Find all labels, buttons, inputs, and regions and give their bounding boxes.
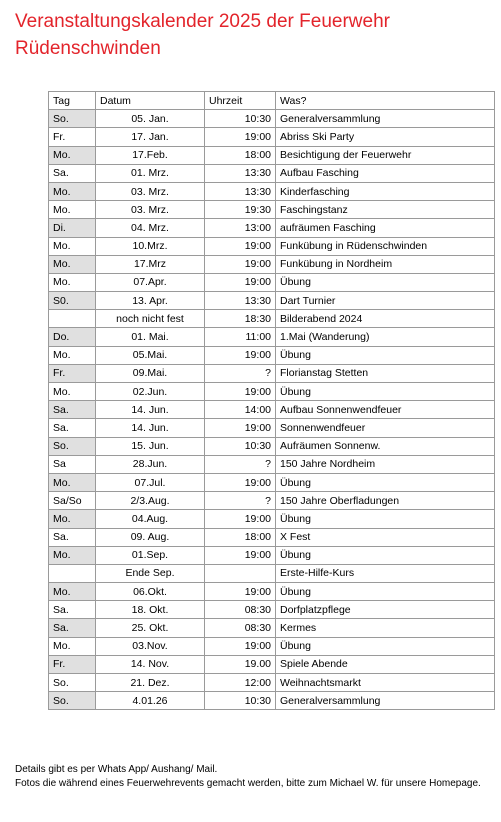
cell-datum: 03.Nov.	[96, 637, 205, 655]
column-header-datum: Datum	[96, 92, 205, 110]
cell-uhrzeit: 19:00	[205, 346, 276, 364]
table-row	[49, 128, 495, 146]
cell-uhrzeit: 12:00	[205, 674, 276, 692]
cell-datum: 05.Mai.	[96, 346, 205, 364]
cell-tag: Fr.	[49, 655, 96, 673]
table-row	[49, 110, 495, 128]
cell-was: Übung	[276, 273, 495, 291]
cell-tag: So.	[49, 674, 96, 692]
cell-tag: So.	[49, 437, 96, 455]
cell-uhrzeit: 19.00	[205, 655, 276, 673]
cell-was: Florianstag Stetten	[276, 364, 495, 382]
table-row	[49, 310, 495, 328]
cell-tag: So.	[49, 110, 96, 128]
cell-was: Aufbau Fasching	[276, 164, 495, 182]
cell-tag: Sa/So	[49, 492, 96, 510]
table-row	[49, 164, 495, 182]
cell-tag: Mo.	[49, 273, 96, 291]
cell-uhrzeit: 19:00	[205, 419, 276, 437]
cell-tag: Mo.	[49, 383, 96, 401]
cell-datum: 15. Jun.	[96, 437, 205, 455]
cell-tag: Sa.	[49, 601, 96, 619]
table-row	[49, 692, 495, 710]
table-row	[49, 546, 495, 564]
table-row	[49, 492, 495, 510]
table-row	[49, 601, 495, 619]
cell-was: Weihnachtsmarkt	[276, 674, 495, 692]
table-row	[49, 292, 495, 310]
footer-line-details: Details gibt es per Whats App/ Aushang/ Mail.	[15, 764, 218, 775]
cell-datum: 14. Jun.	[96, 401, 205, 419]
cell-tag: Mo.	[49, 201, 96, 219]
cell-datum: 10.Mrz.	[96, 237, 205, 255]
cell-was: Übung	[276, 346, 495, 364]
table-row	[49, 674, 495, 692]
cell-datum: 2/3.Aug.	[96, 492, 205, 510]
cell-uhrzeit: 08:30	[205, 619, 276, 637]
cell-uhrzeit: 08:30	[205, 601, 276, 619]
cell-tag: Fr.	[49, 128, 96, 146]
cell-was: Abriss Ski Party	[276, 128, 495, 146]
table-row	[49, 219, 495, 237]
cell-was: Faschingstanz	[276, 201, 495, 219]
table-row	[49, 201, 495, 219]
table-row	[49, 655, 495, 673]
cell-datum: 04.Aug.	[96, 510, 205, 528]
cell-uhrzeit: 19:00	[205, 510, 276, 528]
table-row	[49, 146, 495, 164]
cell-was: Dart Turnier	[276, 292, 495, 310]
cell-uhrzeit: 10:30	[205, 110, 276, 128]
cell-datum: 17.Mrz	[96, 255, 205, 273]
cell-was: Bilderabend 2024	[276, 310, 495, 328]
cell-uhrzeit: 10:30	[205, 437, 276, 455]
cell-uhrzeit: 19:00	[205, 273, 276, 291]
cell-uhrzeit: 18:00	[205, 146, 276, 164]
cell-was: Übung	[276, 546, 495, 564]
table-row	[49, 583, 495, 601]
event-rows	[49, 110, 495, 710]
cell-was: Kermes	[276, 619, 495, 637]
cell-datum: 01.Sep.	[96, 546, 205, 564]
cell-datum: 28.Jun.	[96, 455, 205, 473]
table-row	[49, 401, 495, 419]
cell-uhrzeit: 13:30	[205, 182, 276, 200]
cell-datum: 09. Aug.	[96, 528, 205, 546]
cell-datum: 14. Nov.	[96, 655, 205, 673]
cell-uhrzeit: 14:00	[205, 401, 276, 419]
page-title: Veranstaltungskalender 2025 der Feuerwehr Rüdenschwinden	[15, 11, 390, 59]
cell-was: Übung	[276, 473, 495, 491]
cell-datum: 05. Jan.	[96, 110, 205, 128]
cell-tag: Mo.	[49, 583, 96, 601]
cell-uhrzeit: 19:00	[205, 583, 276, 601]
cell-was: Erste-Hilfe-Kurs	[276, 564, 495, 582]
cell-tag	[49, 564, 96, 582]
cell-was: Kinderfasching	[276, 182, 495, 200]
cell-was: Generalversammlung	[276, 692, 495, 710]
cell-datum: 07.Jul.	[96, 473, 205, 491]
cell-was: Übung	[276, 383, 495, 401]
cell-datum: Ende Sep.	[96, 564, 205, 582]
cell-tag: Mo.	[49, 637, 96, 655]
cell-tag: Mo.	[49, 182, 96, 200]
cell-tag: Mo.	[49, 346, 96, 364]
cell-tag: Sa.	[49, 164, 96, 182]
cell-uhrzeit: 13:30	[205, 292, 276, 310]
cell-was: Funkübung in Rüdenschwinden	[276, 237, 495, 255]
table-row	[49, 619, 495, 637]
cell-uhrzeit: 19:00	[205, 473, 276, 491]
event-calendar-table	[48, 91, 495, 710]
cell-tag: S0.	[49, 292, 96, 310]
cell-was: Spiele Abende	[276, 655, 495, 673]
table-row	[49, 273, 495, 291]
table-row	[49, 637, 495, 655]
cell-tag: Sa.	[49, 419, 96, 437]
cell-was: Besichtigung der Feuerwehr	[276, 146, 495, 164]
cell-tag: Mo.	[49, 237, 96, 255]
column-header-uhrzeit: Uhrzeit	[205, 92, 276, 110]
cell-uhrzeit: 19:00	[205, 237, 276, 255]
cell-tag: Mo.	[49, 146, 96, 164]
cell-datum: 17.Feb.	[96, 146, 205, 164]
cell-was: Sonnenwendfeuer	[276, 419, 495, 437]
cell-tag: Di.	[49, 219, 96, 237]
cell-tag: So.	[49, 692, 96, 710]
table-row	[49, 564, 495, 582]
cell-tag: Mo.	[49, 473, 96, 491]
cell-datum: 02.Jun.	[96, 383, 205, 401]
table-row	[49, 455, 495, 473]
cell-datum: 13. Apr.	[96, 292, 205, 310]
cell-uhrzeit: 19:00	[205, 255, 276, 273]
column-header-was: Was?	[276, 92, 495, 110]
cell-datum: 25. Okt.	[96, 619, 205, 637]
table-row	[49, 510, 495, 528]
cell-uhrzeit: ?	[205, 492, 276, 510]
cell-uhrzeit: 19:00	[205, 546, 276, 564]
cell-tag: Mo.	[49, 510, 96, 528]
cell-was: Dorfplatzpflege	[276, 601, 495, 619]
cell-was: X Fest	[276, 528, 495, 546]
table-row	[49, 328, 495, 346]
cell-uhrzeit: 13:00	[205, 219, 276, 237]
cell-uhrzeit: 19:30	[205, 201, 276, 219]
cell-datum: 14. Jun.	[96, 419, 205, 437]
cell-datum: 04. Mrz.	[96, 219, 205, 237]
cell-tag: Sa	[49, 455, 96, 473]
table-row	[49, 528, 495, 546]
cell-was: Übung	[276, 637, 495, 655]
footer-notes	[15, 763, 495, 791]
cell-uhrzeit: 10:30	[205, 692, 276, 710]
table-row	[49, 419, 495, 437]
cell-was: Funkübung in Nordheim	[276, 255, 495, 273]
table-row	[49, 473, 495, 491]
cell-was: 1.Mai (Wanderung)	[276, 328, 495, 346]
cell-was: Aufbau Sonnenwendfeuer	[276, 401, 495, 419]
cell-uhrzeit: ?	[205, 455, 276, 473]
cell-uhrzeit: 18:30	[205, 310, 276, 328]
cell-tag: Sa.	[49, 528, 96, 546]
cell-uhrzeit: 11:00	[205, 328, 276, 346]
cell-tag	[49, 310, 96, 328]
cell-uhrzeit: 19:00	[205, 383, 276, 401]
cell-was: 150 Jahre Oberfladungen	[276, 492, 495, 510]
cell-was: Aufräumen Sonnenw.	[276, 437, 495, 455]
cell-tag: Sa.	[49, 401, 96, 419]
cell-uhrzeit: 18:00	[205, 528, 276, 546]
cell-datum: 01. Mrz.	[96, 164, 205, 182]
table-header-row	[49, 92, 495, 110]
cell-datum: 01. Mai.	[96, 328, 205, 346]
cell-was: 150 Jahre Nordheim	[276, 455, 495, 473]
table-row	[49, 237, 495, 255]
cell-datum: 4.01.26	[96, 692, 205, 710]
table-row	[49, 364, 495, 382]
cell-tag: Mo.	[49, 255, 96, 273]
table-row	[49, 182, 495, 200]
cell-datum: 17. Jan.	[96, 128, 205, 146]
cell-datum: 03. Mrz.	[96, 201, 205, 219]
cell-datum: 21. Dez.	[96, 674, 205, 692]
cell-was: Übung	[276, 583, 495, 601]
cell-tag: Sa.	[49, 619, 96, 637]
column-header-tag: Tag	[49, 92, 96, 110]
cell-was: aufräumen Fasching	[276, 219, 495, 237]
cell-was: Generalversammlung	[276, 110, 495, 128]
table-row	[49, 383, 495, 401]
cell-uhrzeit: 13:30	[205, 164, 276, 182]
cell-tag: Do.	[49, 328, 96, 346]
cell-datum: 09.Mai.	[96, 364, 205, 382]
cell-uhrzeit: 19:00	[205, 637, 276, 655]
table-row	[49, 437, 495, 455]
cell-datum: 07.Apr.	[96, 273, 205, 291]
cell-uhrzeit	[205, 564, 276, 582]
cell-datum: 03. Mrz.	[96, 182, 205, 200]
cell-was: Übung	[276, 510, 495, 528]
cell-uhrzeit: 19:00	[205, 128, 276, 146]
cell-datum: 06.Okt.	[96, 583, 205, 601]
cell-tag: Mo.	[49, 546, 96, 564]
cell-datum: noch nicht fest	[96, 310, 205, 328]
table-row	[49, 255, 495, 273]
cell-tag: Fr.	[49, 364, 96, 382]
footer-line-photos: Fotos die während eines Feuerwehrevents gemacht werden, bitte zum Michael W. für unsere Homepage.	[15, 778, 481, 789]
table-row	[49, 346, 495, 364]
cell-datum: 18. Okt.	[96, 601, 205, 619]
cell-uhrzeit: ?	[205, 364, 276, 382]
